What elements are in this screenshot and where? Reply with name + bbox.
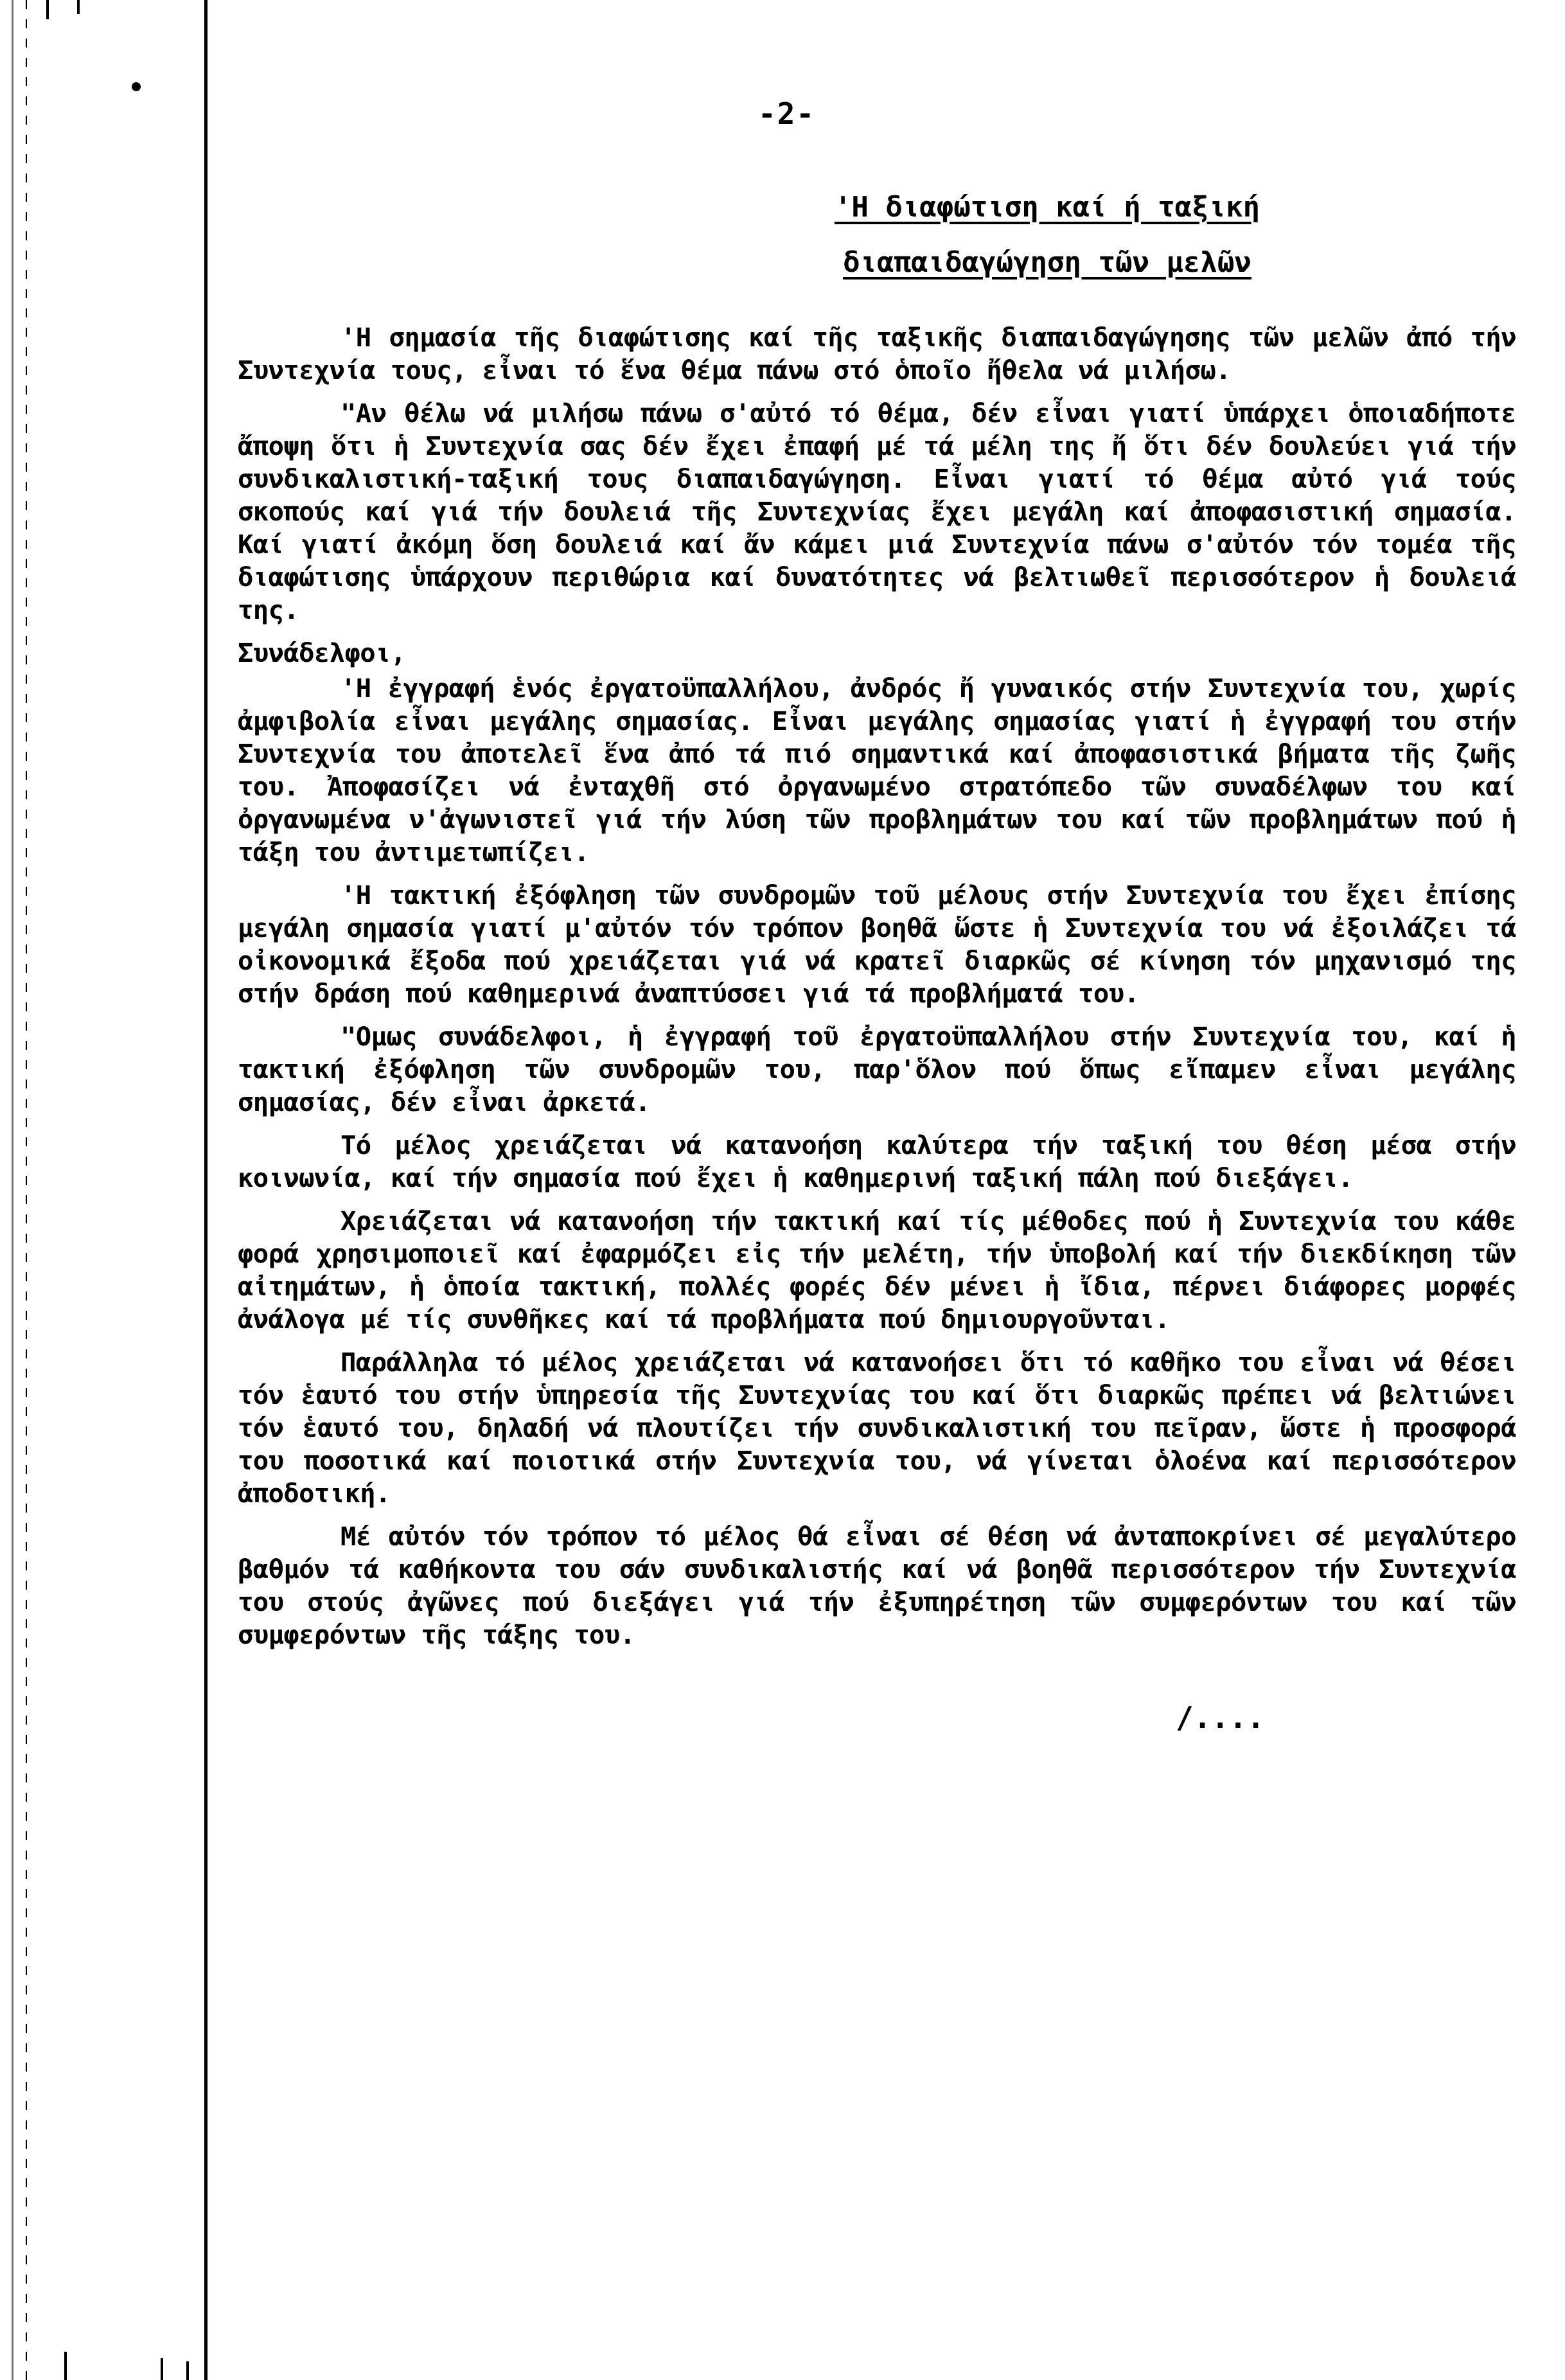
- paragraph: 'Η τακτική ἐξόφληση τῶν συνδρομῶν τοῦ μέλους στήν Συντεχνία του ἔχει ἐπίσης μεγάλη σημασία γιατί μ'αὐτόν τόν τρόπον βοηθᾶ ὥστε ἡ Συντεχνία του νά ἐξοιλάζει τά οἰκονομικά ἔξοδα πού χρειάζεται γιά νά κρατεῖ διαρκῶς σέ κίνηση τόν μηχανισμό της στήν δράση πού καθημερινά ἀναπτύσσει γιά τά προβλήματά του.: [238, 880, 1516, 1009]
- continuation-mark: /....: [1176, 1700, 1265, 1735]
- paragraph: Χρειάζεται νά κατανοήση τήν τακτική καί τίς μέθοδες πού ἡ Συντεχνία του κάθε φορά χρησιμοποιεῖ καί ἐφαρμόζει εἰς τήν μελέτη, τήν ὑποβολή καί τήν διεκδίκηση τῶν αἰτημάτων, ἡ ὁποία τακτική, πολλές φορές δέν μένει ἡ ἴδια, πέρνει διάφορες μορφές ἀνάλογα μέ τίς συνθῆκες καί τά προβλήματα πού δημιουργοῦνται.: [238, 1205, 1516, 1335]
- paragraph: 'Η ἐγγραφή ἑνός ἐργατοϋπαλλήλου, ἀνδρός ἤ γυναικός στήν Συντεχνία του, χωρίς ἀμφιβολία εἶναι μεγάλης σημασίας. Εἶναι μεγάλης σημασίας γιατί ἡ ἐγγραφή του στήν Συντεχνία του ἀποτελεῖ ἕνα ἀπό τά πιό σημαντικά καί ἀποφασιστικά βήματα τῆς ζωῆς του. Ἀποφασίζει νά ἐνταχθῆ στό ὀργανωμένο στρατόπεδο τῶν συναδέλφων του καί ὀργανωμένα ν'ἀγωνιστεῖ γιά τήν λύση τῶν προβλημάτων του καί τῶν προβλημάτων πού ἡ τάξη του ἀντιμετωπίζει.: [238, 673, 1516, 867]
- document-page: [238, 90, 1516, 2352]
- paragraph: Τό μέλος χρειάζεται νά κατανοήση καλύτερα τήν ταξική του θέση μέσα στήν κοινωνία, καί τήν σημασία πού ἔχει ἡ καθημερινή ταξική πάλη πού διεξάγει.: [238, 1130, 1516, 1193]
- paragraph: 'Η σημασία τῆς διαφώτισης καί τῆς ταξικῆς διαπαιδαγώγησης τῶν μελῶν ἀπό τήν Συντεχνία τους, εἶναι τό ἕνα θέμα πάνω στό ὁποῖο ἤθελα νά μιλήσω.: [238, 322, 1516, 386]
- document-title: [803, 180, 1291, 290]
- body-text: [238, 321, 1516, 1662]
- paragraph: "Αν θέλω νά μιλήσω πάνω σ'αὐτό τό θέμα, δέν εἶναι γιατί ὑπάρχει ὁποιαδήποτε ἄποψη ὅτι ἡ Συντεχνία σας δέν ἔχει ἐπαφή μέ τά μέλη της ἤ ὅτι δέν δουλεύει γιά τήν συνδικαλιστική-ταξική τους διαπαιδαγώγηση. Εἶναι γιατί τό θέμα αὐτό γιά τούς σκοπούς καί γιά τήν δουλειά τῆς Συντεχνίας ἔχει μεγάλη καί ἀποφασιστική σημασία. Καί γιατί ἀκόμη ὅση δουλειά καί ἄν κάμει μιά Συντεχνία πάνω σ'αὐτόν τόν τομέα τῆς διαφώτισης ὑπάρχουν περιθώρια καί δυνατότητες νά βελτιωθεῖ περισσότερον ἡ δουλειά της.: [238, 398, 1516, 625]
- margin-rule-outer: [12, 0, 13, 2380]
- title-line-1: 'Η διαφώτιση καί ή ταξική: [834, 191, 1260, 224]
- salutation: Συνάδελφοι,: [238, 637, 406, 668]
- scan-mark: [186, 2361, 189, 2380]
- paragraph: Παράλληλα τό μέλος χρειάζεται νά κατανοήσει ὅτι τό καθῆκο του εἶναι νά θέσει τόν ἑαυτό του στήν ὑπηρεσία τῆς Συντεχνίας του καί ὅτι διαρκῶς πρέπει νά βελτιώνει τόν ἑαυτό του, δηλαδή νά πλουτίζει τήν συνδικαλιστική του πεῖραν, ὥστε ἡ προσφορά του ποσοτικά καί ποιοτικά στήν Συντεχνία του, νά γίνεται ὁλοένα καί περισσότερον ἀποδοτική.: [238, 1347, 1516, 1509]
- scan-mark: [77, 0, 80, 14]
- margin-rule-dotted: [26, 0, 27, 2380]
- scan-mark: [46, 0, 49, 19]
- paragraph: Μέ αὐτόν τόν τρόπον τό μέλος θά εἶναι σέ θέση νά ἀνταποκρίνει σέ μεγαλύτερο βαθμόν τά καθήκοντα του σάν συνδικαλιστής καί νά βοηθᾶ περισσότερον τήν Συντεχνία του στούς ἀγῶνες πού διεξάγει γιά τήν ἐξυπηρέτηση τῶν συμφερόντων του καί τῶν συμφερόντων τῆς τάξης του.: [238, 1521, 1516, 1650]
- scan-mark: [64, 2352, 67, 2380]
- title-line-2: διαπαιδαγώγηση τῶν μελῶν: [843, 246, 1251, 279]
- page-number: -2-: [758, 96, 816, 131]
- margin-rule-main: [204, 0, 208, 2380]
- punch-mark: [132, 82, 141, 91]
- left-margin: [0, 0, 212, 2380]
- scan-mark: [161, 2358, 163, 2380]
- paragraph: "Ομως συνάδελφοι, ἡ ἐγγραφή τοῦ ἐργατοϋπαλλήλου στήν Συντεχνία του, καί ἡ τακτική ἐξόφληση τῶν συνδρομῶν του, παρ'ὅλον πού ὅπως εἴπαμεν εἶναι μεγάλης σημασίας, δέν εἶναι ἀρκετά.: [238, 1021, 1516, 1117]
